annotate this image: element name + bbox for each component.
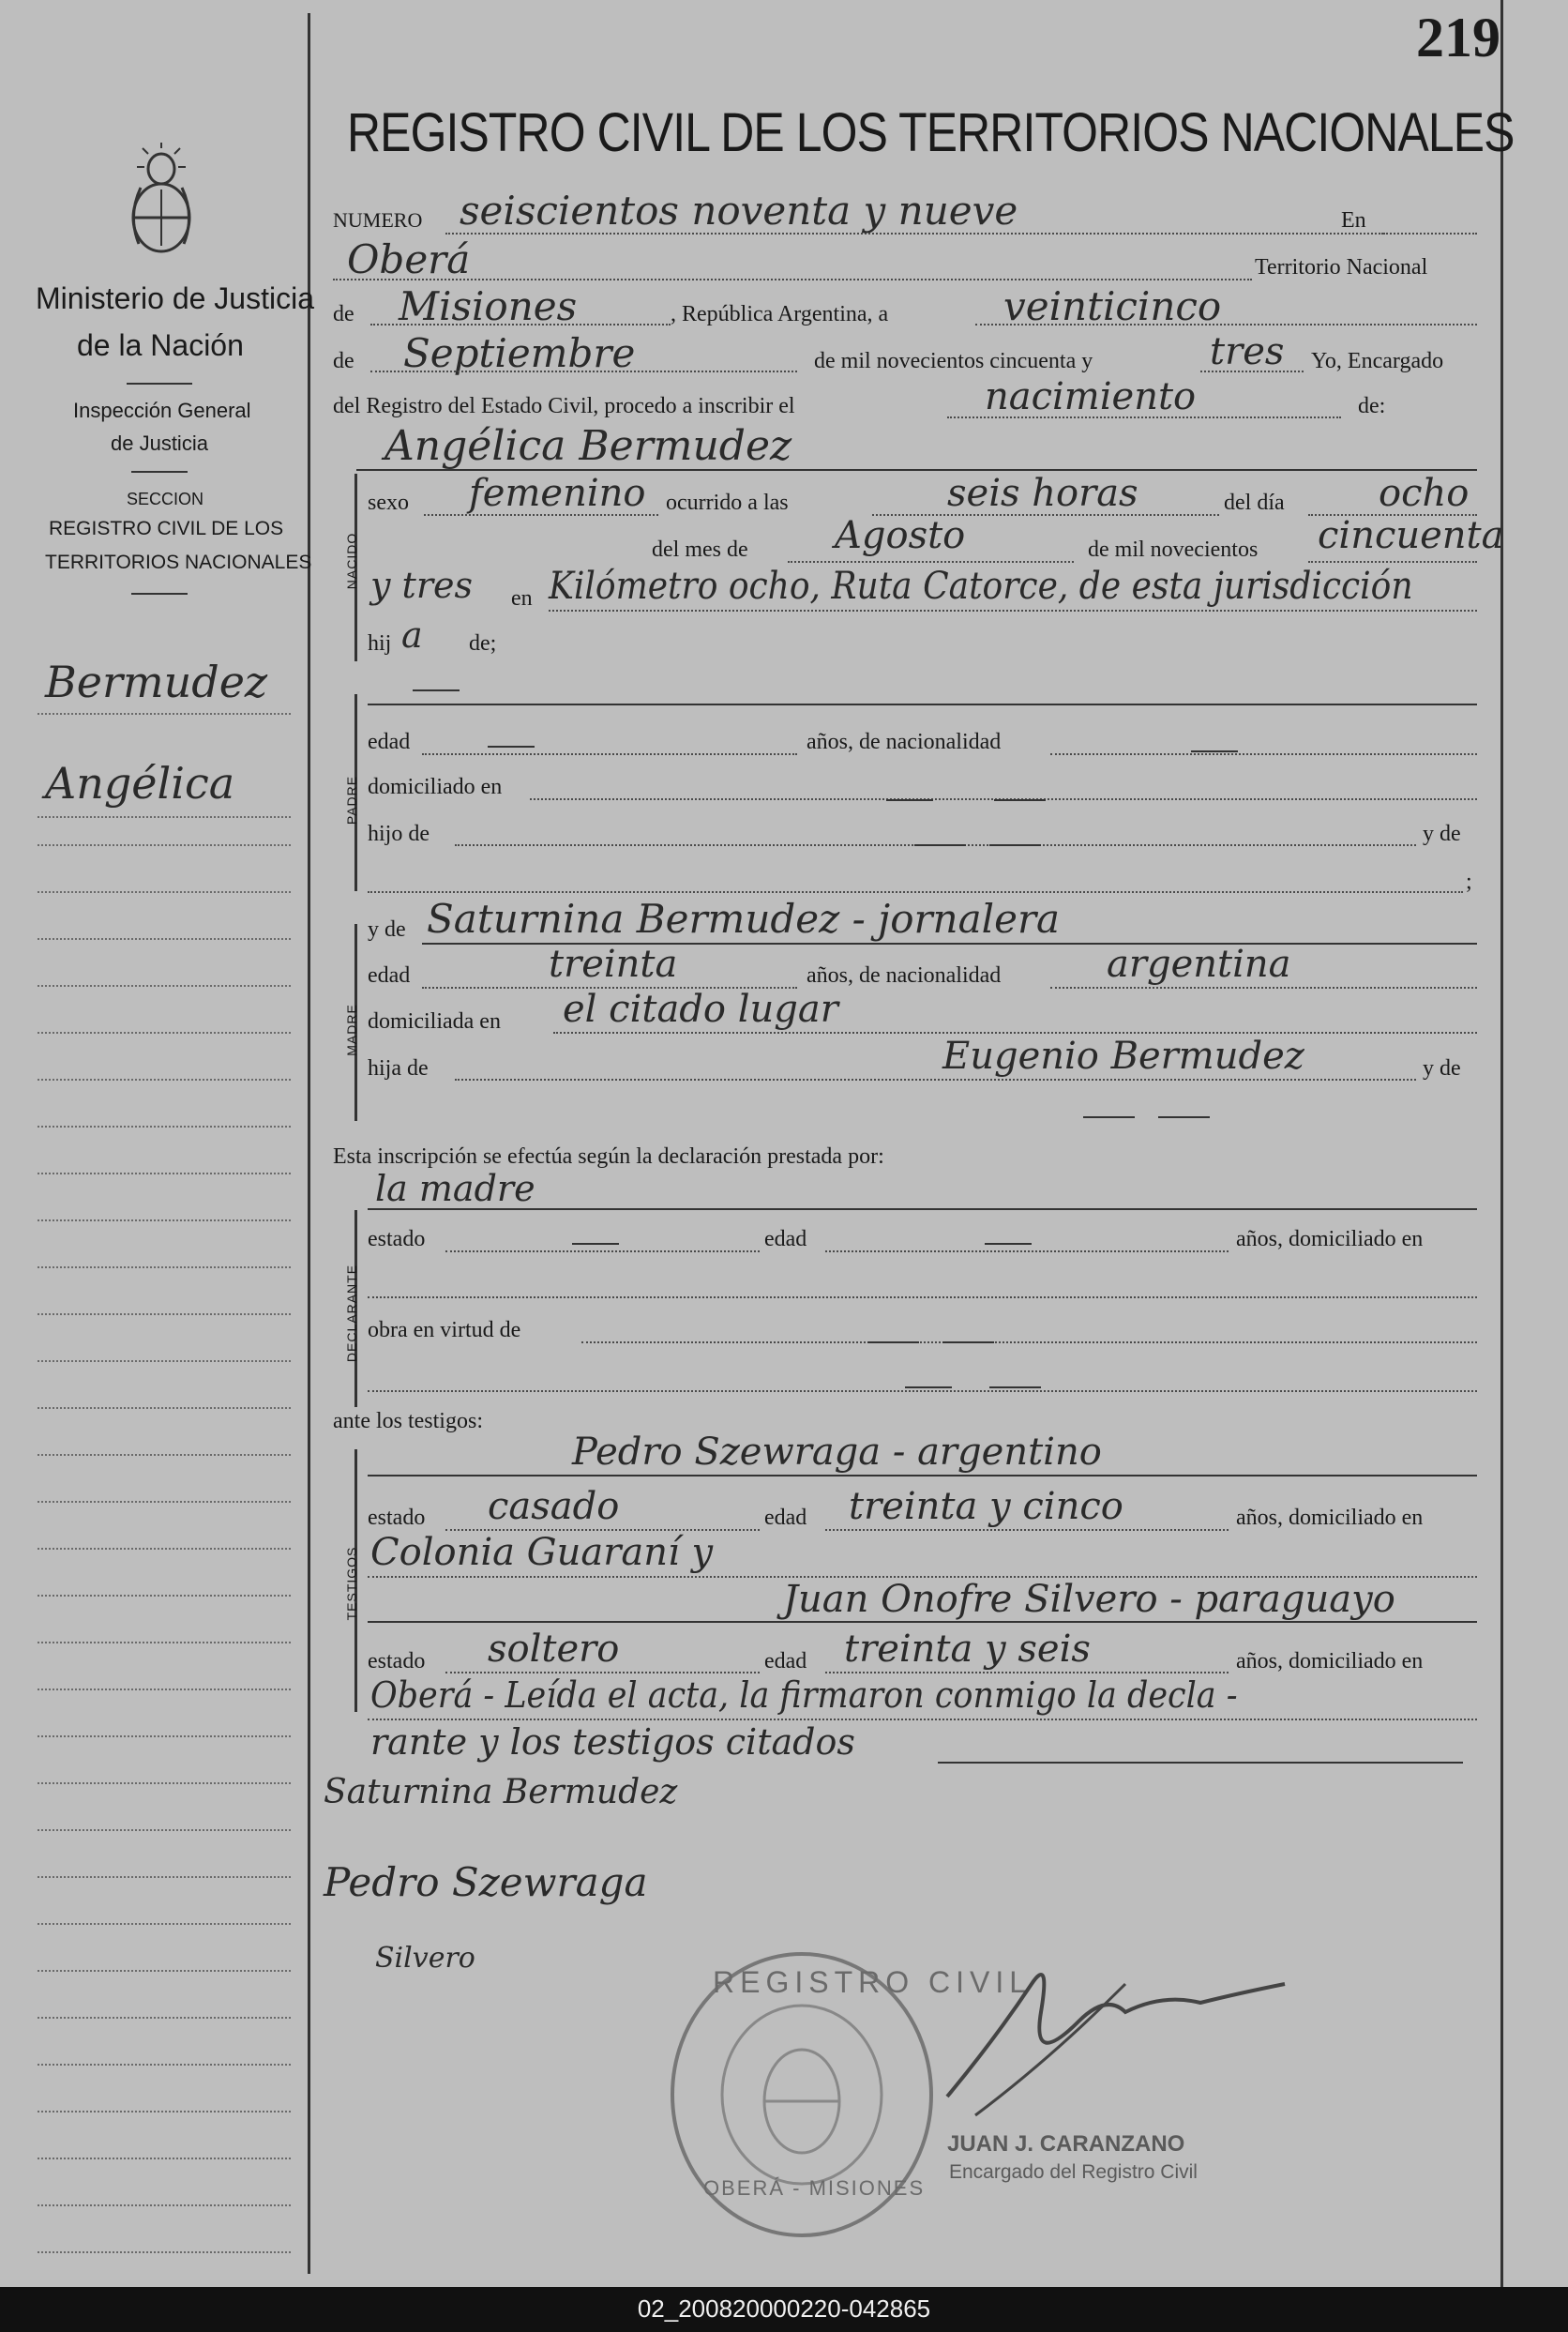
label-edad-declarante: edad [764, 1227, 807, 1251]
line-dia [975, 324, 1477, 326]
rule-testigo1 [368, 1475, 1477, 1476]
line-nac-padre [1050, 753, 1477, 755]
label-en-nac: en [511, 586, 533, 611]
rule-cierre-2 [938, 1762, 1463, 1764]
label-declarante: DECLARANTE [344, 1264, 359, 1363]
label-hijo-de: hijo de [368, 822, 430, 846]
hw-testigo1: Pedro Szewraga - argentino [572, 1431, 1102, 1474]
label-republica: , República Argentina, a [671, 302, 889, 326]
hw-declarante: la madre [375, 1168, 535, 1209]
label-edad-testigo1: edad [764, 1506, 807, 1530]
line-mes-nac [788, 561, 1074, 563]
label-territorio: Territorio Nacional [1255, 255, 1428, 280]
label-de3: de: [1358, 394, 1386, 418]
label-anos-dom-declarante: años, domiciliado en [1236, 1227, 1424, 1251]
line-lugar-nac [549, 610, 1477, 612]
rule-padre-top [368, 704, 1477, 705]
label-edad-padre: edad [368, 730, 411, 754]
hw-dia-nac: ocho [1379, 472, 1470, 515]
hw-territorio: Misiones [399, 283, 578, 329]
sidebar-line [38, 1829, 291, 1831]
dash [886, 799, 933, 801]
label-domiciliado-padre: domiciliado en [368, 775, 503, 799]
line-cierre-1 [368, 1719, 1477, 1720]
label-y-de: y de [1423, 822, 1461, 846]
line-dom-madre [553, 1032, 1477, 1034]
label-anos-nac-madre: años, de nacionalidad [807, 963, 1002, 988]
sidebar-line [38, 1032, 291, 1034]
line-edad-padre [422, 753, 797, 755]
line-hija-de [455, 1079, 1416, 1081]
page-number: 219 [1416, 7, 1500, 68]
signature-1: Saturnina Bermudez [324, 1773, 678, 1811]
dash [867, 1341, 919, 1343]
sidebar-line [38, 713, 291, 715]
dash [1158, 1116, 1210, 1118]
sidebar-line [38, 2064, 291, 2066]
hw-madre-edad: treinta [549, 943, 678, 986]
hw-lugar: Oberá [347, 236, 471, 282]
line-lugar [333, 279, 1252, 280]
label-y-de2: y de [1423, 1056, 1461, 1081]
hw-hij-suffix: a [401, 614, 423, 656]
label-yo: Yo, Encargado [1311, 349, 1444, 373]
hw-testigo1-dom: Colonia Guaraní y [370, 1531, 714, 1574]
dash [989, 1386, 1041, 1388]
hw-anio-nac: cincuenta [1318, 514, 1504, 557]
inspection-label: Inspección General [73, 399, 251, 422]
label-anos-dom-testigo1: años, domiciliado en [1236, 1506, 1424, 1530]
line-acto [947, 416, 1341, 418]
sidebar-line [38, 2111, 291, 2112]
dash [985, 1243, 1032, 1245]
sidebar-line [38, 816, 291, 818]
hw-anio-nac2: y tres [370, 565, 473, 606]
hw-acto: nacimiento [985, 375, 1197, 418]
dash [989, 844, 1041, 846]
label-testigos: TESTIGOS [344, 1546, 359, 1621]
hw-testigo1-edad: treinta y cinco [849, 1485, 1123, 1528]
label-en: En [1341, 208, 1366, 233]
sidebar-given-name: Angélica [45, 758, 235, 809]
line-obra [581, 1341, 1477, 1343]
label-obra: obra en virtud de [368, 1318, 521, 1342]
label-hija-de: hija de [368, 1056, 429, 1081]
sidebar-line [38, 844, 291, 846]
rule-testigo2 [368, 1621, 1477, 1623]
label-de4: de; [469, 631, 497, 656]
line-anio-nac [1308, 561, 1477, 563]
right-border [1500, 0, 1503, 2289]
sidebar-line [38, 1595, 291, 1597]
sidebar-divider [308, 13, 310, 2274]
label-domiciliada: domiciliada en [368, 1009, 501, 1034]
label-ocurrido: ocurrido a las [666, 491, 789, 515]
line-obra-2 [368, 1390, 1477, 1392]
label-madre: MADRE [344, 1004, 359, 1056]
label-de2: de [333, 349, 354, 373]
label-mil: de mil novecientos cincuenta y [814, 349, 1093, 373]
hw-lugar-nac: Kilómetro ocho, Ruta Catorce, de esta jurisdicción [549, 565, 1413, 608]
hw-anio: tres [1210, 330, 1285, 373]
sidebar-rule-3 [131, 593, 188, 595]
sidebar-line [38, 985, 291, 987]
sidebar-line [38, 938, 291, 940]
hw-testigo2-estado: soltero [488, 1628, 620, 1671]
sidebar-rule-2 [131, 471, 188, 473]
sidebar-line [38, 1313, 291, 1315]
line-edad-declarante [825, 1250, 1229, 1252]
sidebar-line [38, 2017, 291, 2019]
line-padre-extra [368, 891, 1463, 893]
sidebar-line [38, 1688, 291, 1690]
sidebar-rule-1 [127, 383, 192, 385]
officer-name: JUAN J. CARANZANO [947, 2131, 1185, 2157]
sidebar-line [38, 1173, 291, 1174]
sidebar-line [38, 1407, 291, 1409]
dash [1191, 750, 1238, 752]
hw-testigo1-estado: casado [488, 1485, 620, 1528]
label-estado-testigo1: estado [368, 1506, 426, 1530]
dash [942, 1341, 994, 1343]
hw-dia: veinticinco [1003, 283, 1222, 329]
sidebar-line [38, 1360, 291, 1362]
label-anos-dom-testigo2: años, domiciliado en [1236, 1649, 1424, 1673]
line-edad-testigo1 [825, 1529, 1229, 1531]
sidebar-line [38, 2251, 291, 2253]
sidebar-line [38, 1266, 291, 1268]
sidebar-surname: Bermudez [45, 657, 268, 707]
sidebar-line [38, 1126, 291, 1128]
signature-2: Pedro Szewraga [324, 1859, 648, 1905]
ministry-label-2: de la Nación [77, 328, 244, 362]
label-estado-testigo2: estado [368, 1649, 426, 1673]
label-hij: hij [368, 631, 392, 656]
footer-id: 02_200820000220-042865 [637, 2294, 931, 2323]
hw-mes-nac: Agosto [835, 514, 966, 557]
sidebar-line [38, 891, 291, 893]
sidebar-line [38, 1782, 291, 1784]
line-anio [1200, 371, 1304, 372]
section-label-3: TERRITORIOS NACIONALES [45, 552, 312, 573]
label-mil2: de mil novecientos [1088, 538, 1259, 562]
dash [572, 1243, 619, 1245]
dash [994, 799, 1046, 801]
label-nacido: NACIDO [344, 532, 359, 590]
hw-testigo2-edad: treinta y seis [844, 1628, 1091, 1671]
dash [413, 689, 460, 691]
dash [488, 746, 535, 748]
line-estado-declarante [445, 1250, 760, 1252]
label-y-de-madre: y de [368, 917, 406, 942]
officer-title: Encargado del Registro Civil [949, 2161, 1198, 2183]
sidebar-line [38, 1454, 291, 1456]
sidebar-line [38, 1970, 291, 1972]
rule-declarante [368, 1208, 1477, 1210]
sidebar-line [38, 1501, 291, 1503]
sidebar-line [38, 1876, 291, 1878]
hw-sexo: femenino [469, 472, 646, 515]
label-edad-madre: edad [368, 963, 411, 988]
line-nac-madre [1050, 987, 1477, 989]
hw-cierre-1: Oberá - Leída el acta, la firmaron conmigo la decla - [370, 1674, 1238, 1716]
line-en-tail [1383, 233, 1477, 235]
label-esta-inscripcion: Esta inscripción se efectúa según la declaración prestada por: [333, 1144, 884, 1169]
signature-3: Silvero [375, 1942, 475, 1975]
label-edad-testigo2: edad [764, 1649, 807, 1673]
sidebar-line [38, 2158, 291, 2159]
stamp-text-top: REGISTRO CIVIL [713, 1965, 1033, 1999]
label-del-dia: del día [1224, 491, 1285, 515]
page-title: REGISTRO CIVIL DE LOS TERRITORIOS NACIONALES [347, 102, 1515, 163]
officer-signature-icon [919, 1928, 1294, 2134]
rule-nombre [356, 469, 1477, 471]
line-estado-testigo2 [445, 1672, 760, 1673]
line-edad-testigo2 [825, 1672, 1229, 1673]
sidebar-line [38, 2204, 291, 2206]
label-punto-coma: ; [1466, 870, 1472, 894]
hw-cierre-2: rante y los testigos citados [370, 1721, 855, 1763]
hw-nombre: Angélica Bermudez [384, 422, 792, 470]
line-sexo [424, 514, 658, 516]
sidebar-line [38, 1079, 291, 1081]
label-de: de [333, 302, 354, 326]
dash [905, 1386, 952, 1388]
sidebar-line [38, 1219, 291, 1221]
hw-mes: Septiembre [403, 330, 636, 376]
dash [914, 844, 966, 846]
hw-hora: seis horas [947, 472, 1138, 515]
line-territorio [370, 324, 671, 326]
hw-numero: seiscientos noventa y nueve [460, 188, 1018, 234]
label-sexo: sexo [368, 491, 409, 515]
line-dom-declarante [368, 1296, 1477, 1298]
label-del-registro: del Registro del Estado Civil, procedo a inscribir el [333, 394, 795, 418]
sidebar-line [38, 1642, 291, 1643]
sidebar-line [38, 1548, 291, 1550]
sidebar-line [38, 1735, 291, 1737]
label-padre: PADRE [344, 775, 359, 825]
hw-madre-nac: argentina [1107, 943, 1291, 986]
sidebar-line [38, 1923, 291, 1925]
coat-of-arms-icon [120, 141, 203, 263]
section-label: SECCION [127, 490, 204, 508]
label-del-mes: del mes de [652, 538, 748, 562]
hw-testigo2: Juan Onofre Silvero - paraguayo [783, 1578, 1395, 1621]
hw-madre-dom: el citado lugar [563, 988, 838, 1031]
inspection-label-2: de Justicia [111, 432, 208, 455]
hw-madre-nombre: Saturnina Bermudez - jornalera [427, 896, 1061, 942]
label-estado-declarante: estado [368, 1227, 426, 1251]
section-label-2: REGISTRO CIVIL DE LOS [49, 518, 284, 539]
dash [1083, 1116, 1135, 1118]
stamp-text-bottom: OBERÁ - MISIONES [703, 2176, 926, 2200]
ministry-label: Ministerio de Justicia [36, 281, 314, 315]
label-anos-nac-padre: años, de nacionalidad [807, 730, 1002, 754]
label-ante: ante los testigos: [333, 1409, 483, 1433]
hw-madre-padre: Eugenio Bermudez [942, 1035, 1304, 1078]
line-mes [370, 371, 797, 372]
label-numero: NUMERO [333, 208, 423, 232]
